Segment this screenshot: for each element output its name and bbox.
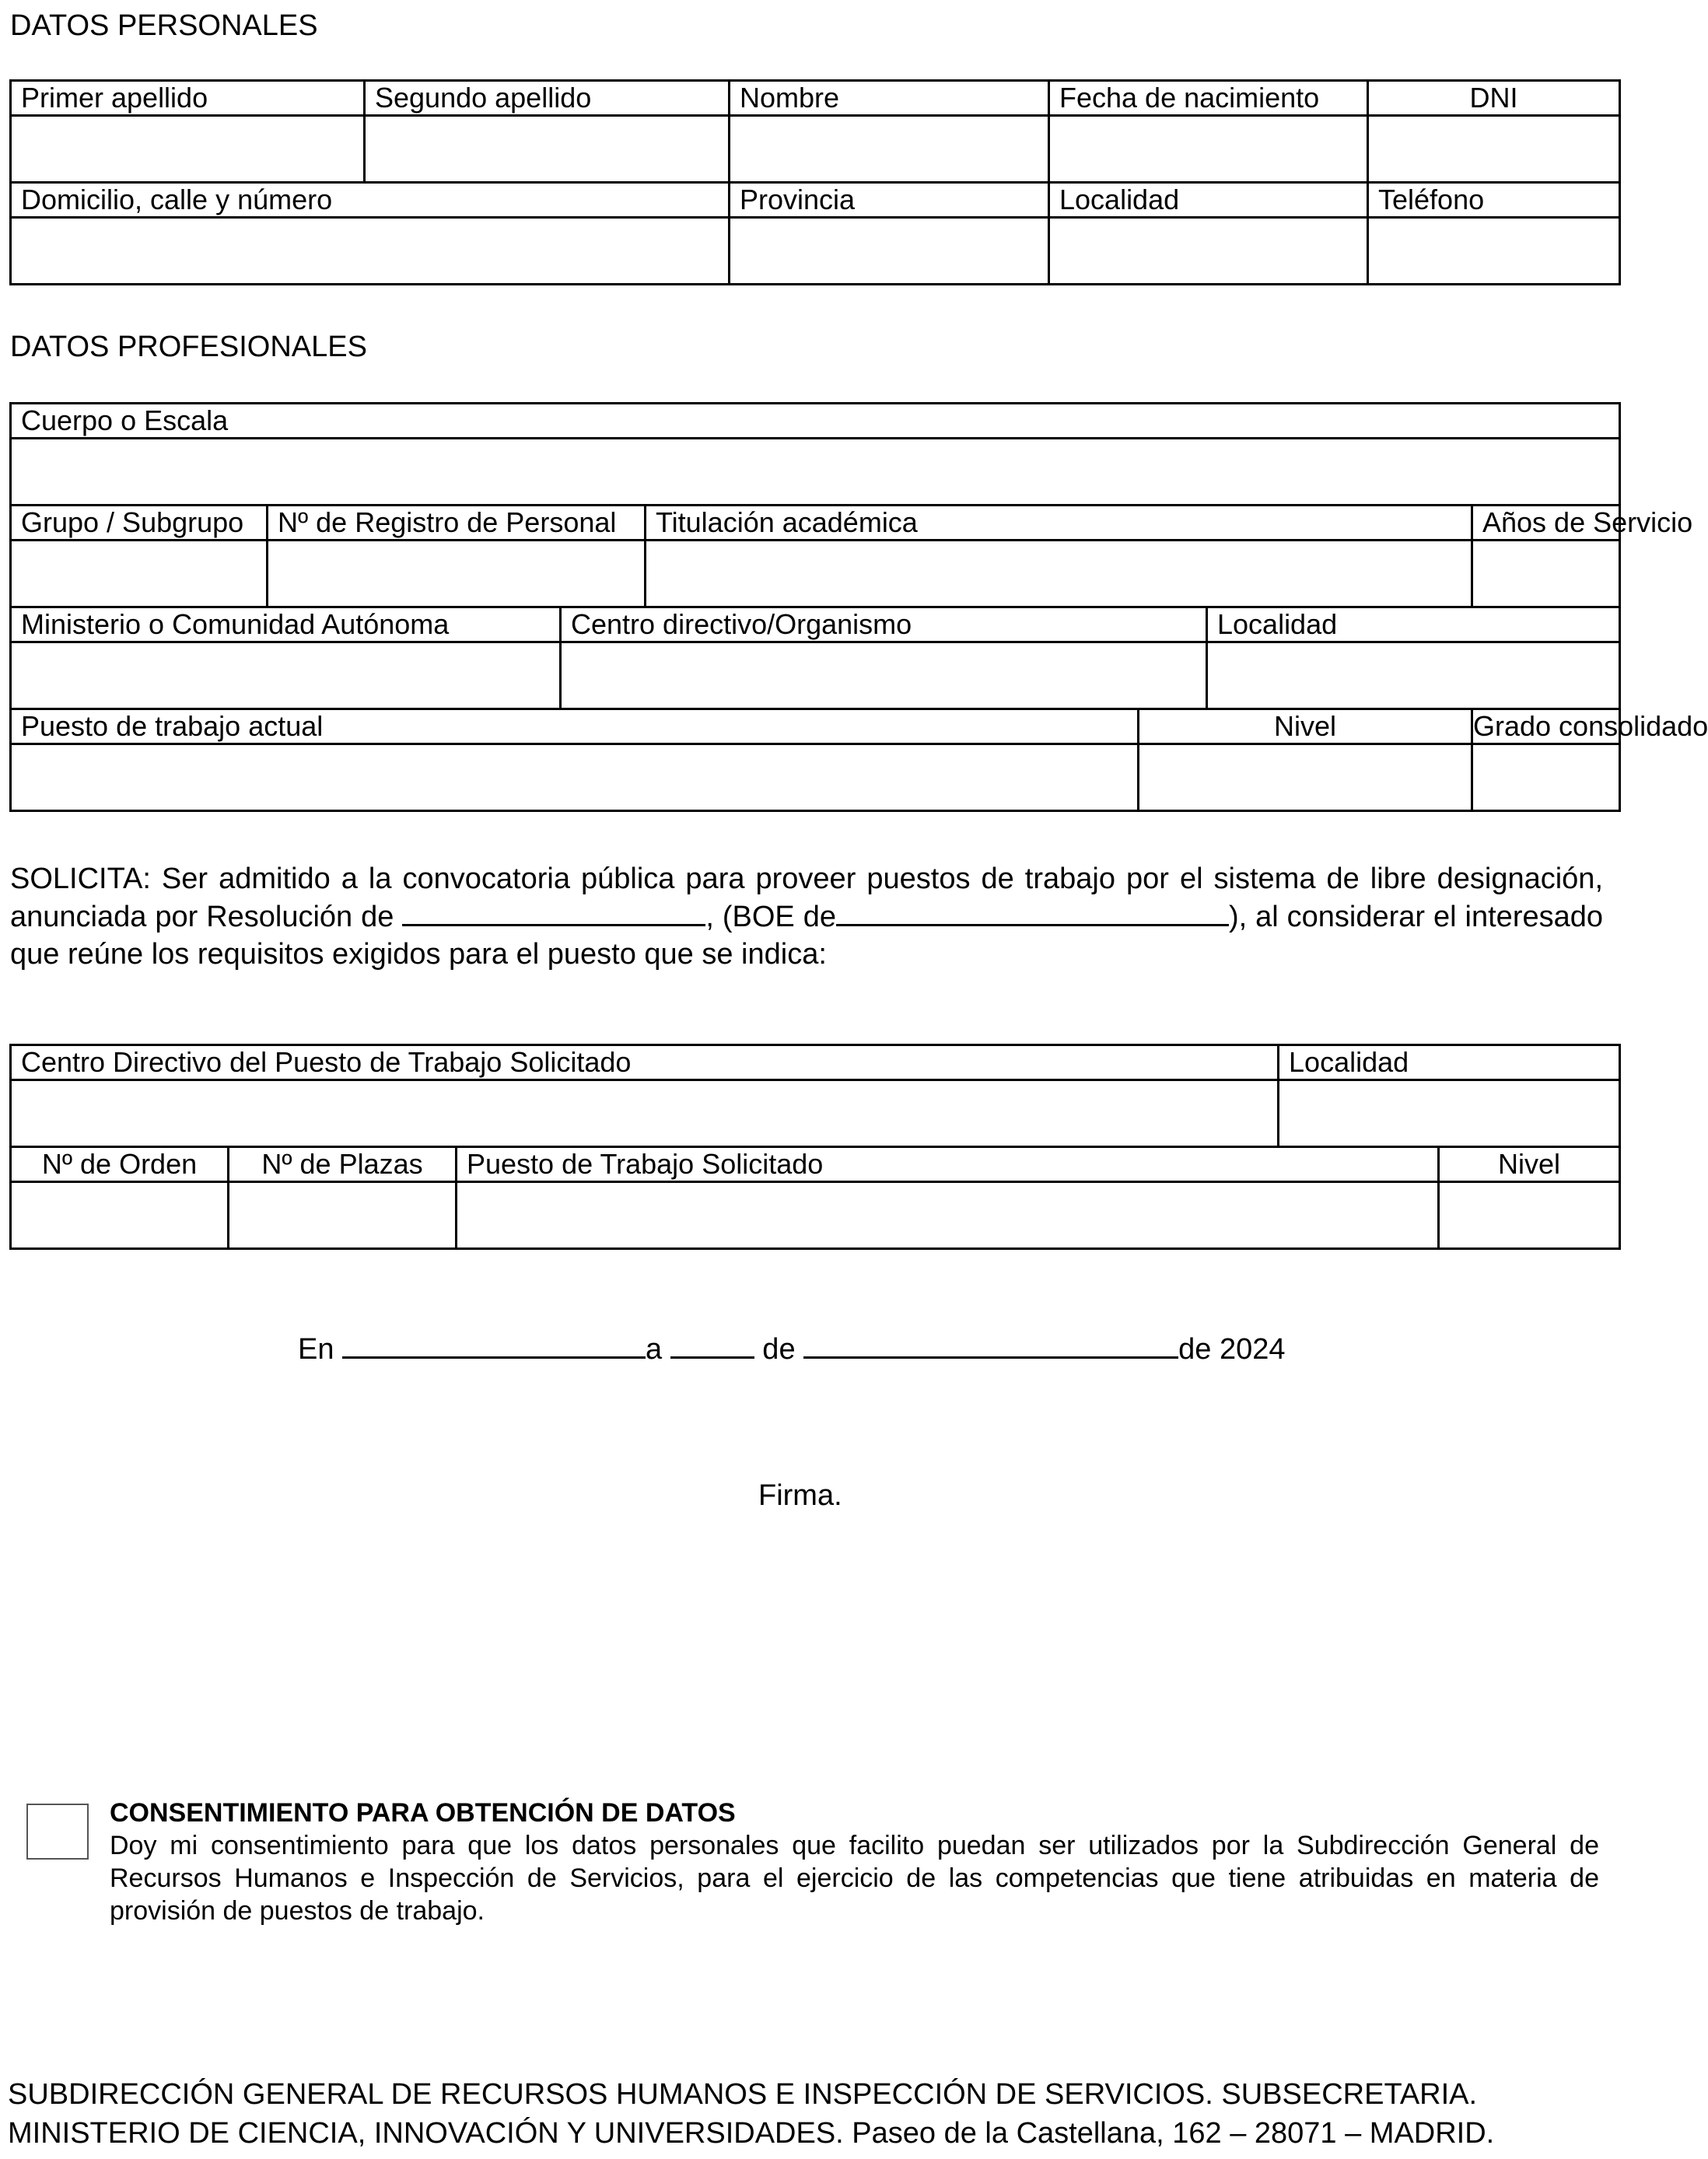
consent-title: CONSENTIMIENTO PARA OBTENCIÓN DE DATOS [110, 1798, 736, 1828]
localidad-prof-field[interactable] [1208, 643, 1619, 708]
cell-centro-directivo [561, 642, 1207, 709]
label-fecha-nacimiento: Fecha de nacimiento [1049, 81, 1368, 116]
footer [8, 2075, 1622, 2153]
cell-grupo-subgrupo [11, 541, 268, 607]
label-nombre: Nombre [730, 81, 1049, 116]
label-anos-servicio: Años de Servicio [1472, 506, 1620, 541]
footer-line-1: SUBDIRECCIÓN GENERAL DE RECURSOS HUMANOS E INSPECCIÓN DE SERVICIOS. SUBSECRETARIA. [8, 2078, 1478, 2111]
cell-puesto-solicitado [457, 1182, 1439, 1249]
cell-localidad-solicitado [1279, 1080, 1620, 1147]
label-telefono: Teléfono [1368, 183, 1620, 218]
grado-consolidado-field[interactable] [1473, 745, 1619, 810]
cell-primer-apellido [11, 116, 365, 183]
label-numero-plazas: Nº de Plazas [229, 1147, 457, 1182]
cell-domicilio [11, 218, 730, 285]
cell-numero-plazas [229, 1182, 457, 1249]
cell-puesto-actual [11, 744, 1139, 811]
label-primer-apellido: Primer apellido [11, 81, 365, 116]
consent-checkbox[interactable] [26, 1804, 89, 1860]
cell-localidad [1049, 218, 1368, 285]
cell-numero-orden [11, 1182, 229, 1249]
cell-nivel-solicitado [1439, 1182, 1620, 1249]
footer-line-2: MINISTERIO DE CIENCIA, INNOVACIÓN Y UNIVERSIDADES. Paseo de la Castellana, 162 – 28071 – MADRID. [8, 2117, 1495, 2150]
centro-directivo-solicitado-field[interactable] [12, 1081, 1277, 1146]
cell-centro-directivo-solicitado [11, 1080, 1279, 1147]
signature-label: Firma. [758, 1479, 842, 1512]
date-day-blank[interactable] [670, 1330, 754, 1359]
label-provincia: Provincia [730, 183, 1049, 218]
personal-data-table [9, 79, 1621, 285]
segundo-apellido-field[interactable] [366, 117, 728, 181]
cell-telefono [1368, 218, 1620, 285]
date-line [298, 1330, 1286, 1366]
puesto-actual-field[interactable] [12, 745, 1137, 810]
nivel-field[interactable] [1139, 745, 1471, 810]
label-localidad: Localidad [1049, 183, 1368, 218]
requested-position-table [9, 1044, 1621, 1250]
cell-ministerio [11, 642, 561, 709]
professional-section-title: DATOS PROFESIONALES [10, 331, 367, 363]
date-place-blank[interactable] [342, 1330, 646, 1359]
cell-titulacion [646, 541, 1472, 607]
label-segundo-apellido: Segundo apellido [365, 81, 730, 116]
label-registro-personal: Nº de Registro de Personal [268, 506, 646, 541]
date-en: En [298, 1333, 343, 1366]
puesto-solicitado-field[interactable] [457, 1183, 1437, 1247]
cuerpo-escala-field[interactable] [12, 439, 1619, 504]
nombre-field[interactable] [730, 117, 1048, 181]
cell-grado-consolidado [1472, 744, 1620, 811]
label-domicilio: Domicilio, calle y número [11, 183, 730, 218]
cell-cuerpo-escala [11, 439, 1620, 506]
date-de1: de [754, 1333, 804, 1366]
boe-blank[interactable] [836, 898, 1229, 926]
cell-registro-personal [268, 541, 646, 607]
numero-plazas-field[interactable] [229, 1183, 455, 1247]
date-month-blank[interactable] [803, 1330, 1178, 1359]
solicita-text-2: , (BOE de [705, 901, 836, 933]
personal-section-title: DATOS PERSONALES [10, 9, 318, 42]
localidad-field[interactable] [1050, 219, 1367, 283]
numero-orden-field[interactable] [12, 1183, 227, 1247]
label-puesto-solicitado: Puesto de Trabajo Solicitado [457, 1147, 1439, 1182]
label-cuerpo-escala: Cuerpo o Escala [11, 404, 1620, 439]
label-centro-directivo: Centro directivo/Organismo [561, 607, 1207, 642]
solicita-text-1: SOLICITA: Ser admitido a la convocatoria pública para proveer puestos de trabajo por el sistema de libre designación, anunciada por Resolución de [10, 863, 1603, 933]
cell-dni [1368, 116, 1620, 183]
anos-servicio-field[interactable] [1473, 541, 1619, 606]
nivel-solicitado-field[interactable] [1440, 1183, 1619, 1247]
label-titulacion: Titulación académica [646, 506, 1472, 541]
solicita-text-3: ), al considerar el interesado que reúne los requisitos exigidos para el puesto que se indica: [10, 901, 1604, 971]
cell-localidad-prof [1207, 642, 1620, 709]
provincia-field[interactable] [730, 219, 1048, 283]
label-ministerio: Ministerio o Comunidad Autónoma [11, 607, 561, 642]
cell-anos-servicio [1472, 541, 1620, 607]
consent-block [110, 1797, 1599, 1927]
domicilio-field[interactable] [12, 219, 728, 283]
label-dni: DNI [1368, 81, 1620, 116]
date-de2: de 2024 [1178, 1333, 1286, 1366]
cell-nombre [730, 116, 1049, 183]
centro-directivo-field[interactable] [562, 643, 1206, 708]
registro-personal-field[interactable] [268, 541, 644, 606]
label-puesto-actual: Puesto de trabajo actual [11, 709, 1139, 744]
consent-body: Doy mi consentimiento para que los datos personales que facilito puedan ser utilizados por la Subdirección General de Recursos Humanos e Inspección de Servicios, para el ejercicio de las competencias que tiene atribuidas en materia de provisión de puestos de trabajo. [110, 1831, 1599, 1926]
primer-apellido-field[interactable] [12, 117, 363, 181]
ministerio-field[interactable] [12, 643, 559, 708]
date-a: a [646, 1333, 670, 1366]
grupo-subgrupo-field[interactable] [12, 541, 266, 606]
label-grupo-subgrupo: Grupo / Subgrupo [11, 506, 268, 541]
label-nivel-solicitado: Nivel [1439, 1147, 1620, 1182]
cell-fecha-nacimiento [1049, 116, 1368, 183]
fecha-nacimiento-field[interactable] [1050, 117, 1367, 181]
cell-nivel [1139, 744, 1472, 811]
cell-segundo-apellido [365, 116, 730, 183]
solicita-paragraph [10, 860, 1603, 973]
label-nivel: Nivel [1139, 709, 1472, 744]
telefono-field[interactable] [1369, 219, 1619, 283]
label-localidad-solicitado: Localidad [1279, 1045, 1620, 1080]
dni-field[interactable] [1369, 117, 1619, 181]
localidad-solicitado-field[interactable] [1279, 1081, 1619, 1146]
cell-provincia [730, 218, 1049, 285]
label-grado-consolidado: Grado consolidado [1472, 709, 1620, 744]
label-centro-directivo-solicitado: Centro Directivo del Puesto de Trabajo Solicitado [11, 1045, 1279, 1080]
label-numero-orden: Nº de Orden [11, 1147, 229, 1182]
titulacion-field[interactable] [646, 541, 1471, 606]
label-localidad-prof: Localidad [1207, 607, 1620, 642]
resolucion-blank[interactable] [402, 898, 705, 926]
professional-data-table [9, 402, 1708, 812]
